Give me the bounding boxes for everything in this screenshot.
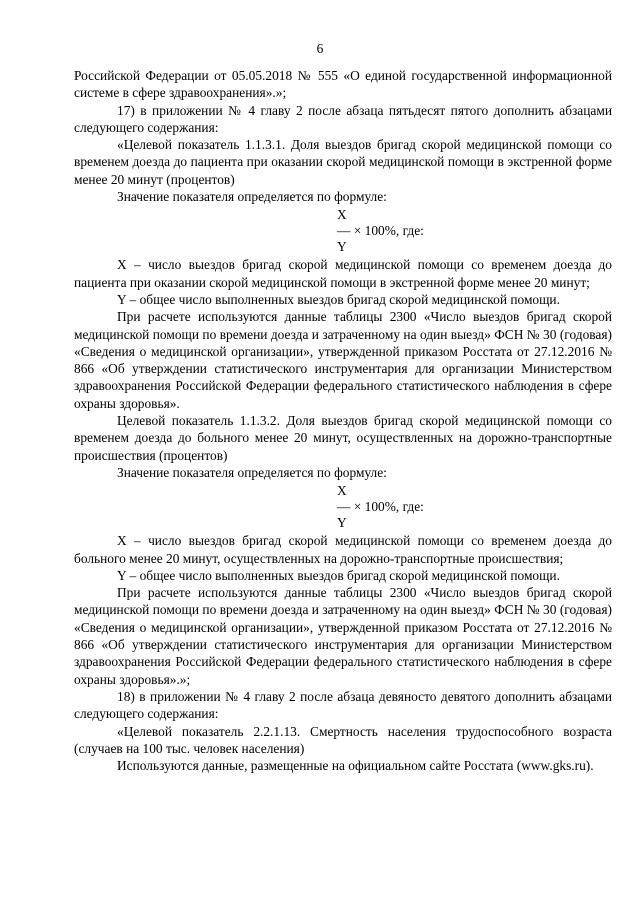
paragraph: Значение показателя определяется по формуле: [117, 189, 387, 205]
paragraph: Y – общее число выполненных выездов бригад скорой медицинской помощи. [117, 291, 560, 307]
paragraph: Российской Федерации от 05.05.2018 № 555 «О единой государственной информационной системе в сфере здравоохранения».»; [74, 68, 612, 101]
formula-fraction-line: — × 100%, где: [337, 499, 424, 515]
paragraph: Y – общее число выполненных выездов бригад скорой медицинской помощи. [117, 567, 560, 583]
paragraph: При расчете используются данные таблицы 2300 «Число выездов бригад скорой медицинской помощи по времени доезда и затраченному на один выезд» ФСН № 30 (годовая) «Сведения о медицинской организации», утвержденной приказом Росстата от 27.12.2016 № 866 «Об утверждении статистического инструментария для организации Министерством здравоохранения Российской Федерации федерального статистического наблюдения в сфере охраны здоровья».»; [74, 585, 612, 687]
paragraph: X – число выездов бригад скорой медицинской помощи со временем доезда до больного менее 20 минут, осуществленных на дорожно-транспортные происшествия; [74, 533, 612, 566]
paragraph: «Целевой показатель 1.1.3.1. Доля выездов бригад скорой медицинской помощи со временем доезда до пациента при оказании скорой медицинской помощи в экстренной форме менее 20 минут (процентов) [74, 137, 612, 187]
formula-fraction-line: — × 100%, где: [337, 223, 424, 239]
paragraph: Используются данные, размещенные на официальном сайте Росстата (www.gks.ru). [117, 758, 594, 774]
paragraph: При расчете используются данные таблицы 2300 «Число выездов бригад скорой медицинской помощи по времени доезда и затраченному на один выезд» ФСН № 30 (годовая) «Сведения о медицинской организации», утвержденной приказом Росстата от 27.12.2016 № 866 «Об утверждении статистического инструментария для организации Министерством здравоохранения Российской Федерации федерального статистического наблюдения в сфере охраны здоровья». [74, 309, 612, 411]
page-number: 6 [316, 41, 324, 56]
paragraph: Значение показателя определяется по формуле: [117, 464, 387, 480]
formula-denominator: Y [337, 239, 347, 255]
formula [74, 483, 612, 531]
formula-numerator: X [337, 207, 347, 223]
paragraph: 18) в приложении № 4 главу 2 после абзаца девяносто девятого дополнить абзацами следующего содержания: [74, 688, 612, 722]
paragraph: X – число выездов бригад скорой медицинской помощи со временем доезда до пациента при оказании скорой медицинской помощи в экстренной форме менее 20 минут; [74, 257, 612, 290]
formula-numerator: X [337, 483, 347, 499]
paragraph: «Целевой показатель 2.2.1.13. Смертность населения трудоспособного возраста (случаев на 100 тыс. человек населения) [74, 723, 612, 756]
formula-denominator: Y [337, 515, 347, 531]
paragraph: Целевой показатель 1.1.3.2. Доля выездов бригад скорой медицинской помощи со временем доезда до больного менее 20 минут, осуществленных на дорожно-транспортные происшествия (процентов) [74, 413, 612, 463]
document-body [74, 67, 612, 774]
paragraph: 17) в приложении № 4 главу 2 после абзаца пятьдесят пятого дополнить абзацами следующего содержания: [74, 102, 612, 135]
formula [74, 207, 612, 255]
